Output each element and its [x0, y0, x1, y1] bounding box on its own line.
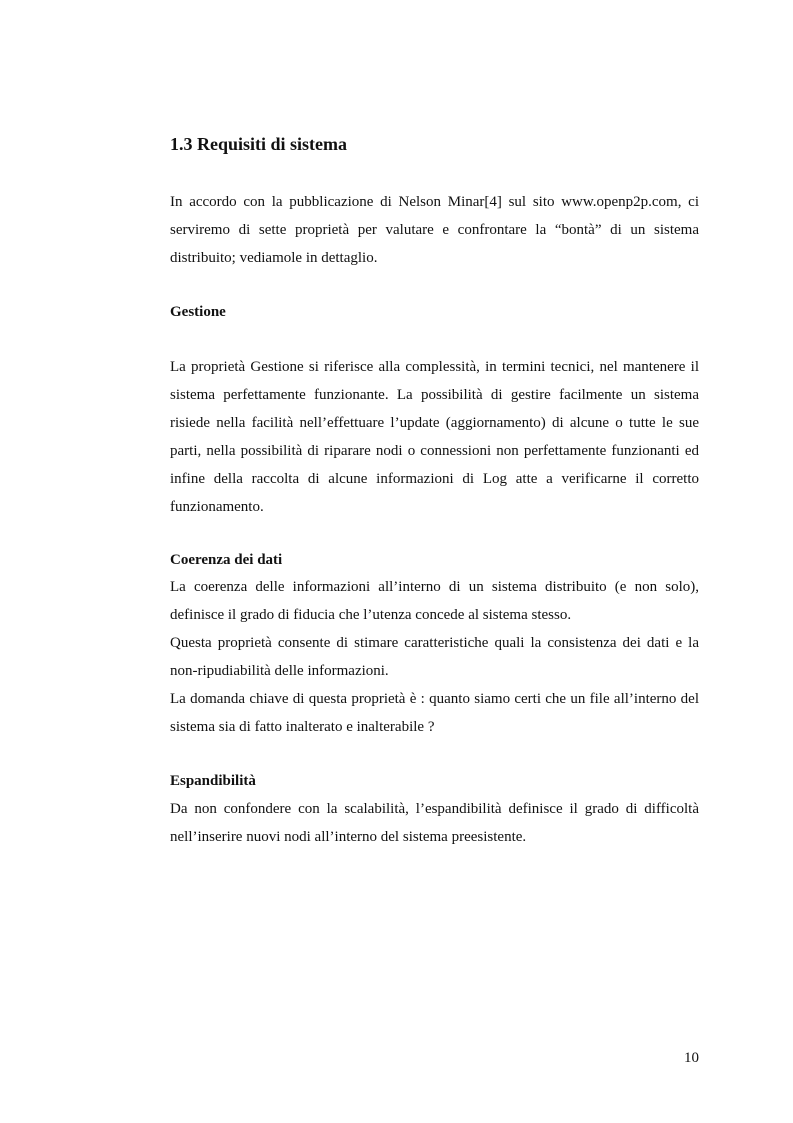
paragraph-espandibilita: Da non confondere con la scalabilità, l’espandibilità definisce il grado di difficoltà nell’inserire nuovi nodi all’interno del sistema preesistente.	[170, 801, 699, 845]
heading-coerenza: Coerenza dei dati	[170, 552, 283, 568]
heading-gestione: Gestione	[170, 304, 226, 320]
heading-espandibilita: Espandibilità	[170, 773, 256, 789]
page-number: 10	[684, 1050, 699, 1066]
paragraph-coerenza-2: Questa proprietà consente di stimare caratteristiche quali la consistenza dei dati e la non-ripudiabilità delle informazioni.	[170, 635, 699, 679]
intro-paragraph: In accordo con la pubblicazione di Nelson Minar[4] sul sito www.openp2p.com, ci serviremo di sette proprietà per valutare e confrontare la “bontà” di un sistema distribuito; vediamole in dettaglio.	[170, 194, 699, 266]
section-title: 1.3 Requisiti di sistema	[170, 134, 348, 154]
paragraph-coerenza-1: La coerenza delle informazioni all’interno di un sistema distribuito (e non solo), definisce il grado di fiducia che l’utenza concede al sistema stesso.	[170, 579, 699, 623]
paragraph-gestione: La proprietà Gestione si riferisce alla complessità, in termini tecnici, nel mantenere il sistema perfettamente funzionante. La possibilità di gestire facilmente un sistema risiede nella facilità nell’effettuare l’update (aggiornamento) di alcune o tutte le sue parti, nella possibilità di riparare nodi o connessioni non perfettamente funzionanti ed infine della raccolta di alcune informazioni di Log atte a verificarne il corretto funzionamento.	[170, 359, 699, 515]
paragraph-coerenza-3: La domanda chiave di questa proprietà è : quanto siamo certi che un file all’interno del sistema sia di fatto inalterato e inalterabile ?	[170, 691, 699, 735]
